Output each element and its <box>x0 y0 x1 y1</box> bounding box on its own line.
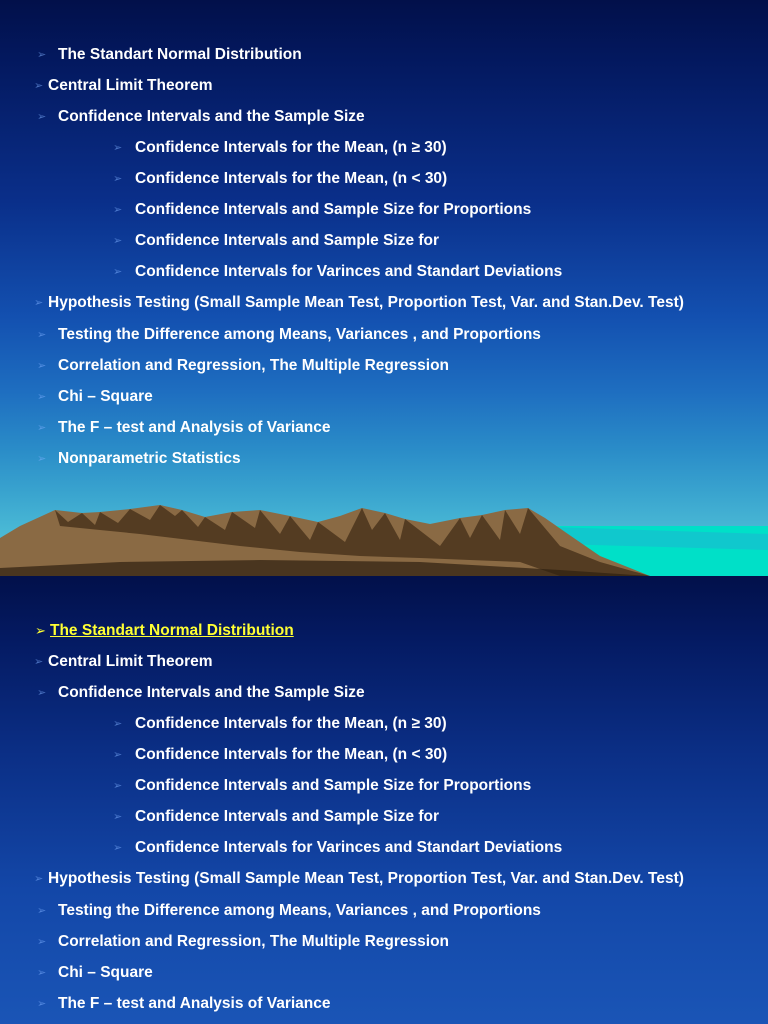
arrow-bullet-icon: ➢ <box>113 749 123 761</box>
arrow-bullet-icon: ➢ <box>35 623 46 638</box>
arrow-bullet-icon: ➢ <box>113 842 123 854</box>
list-item-text: Central Limit Theorem <box>48 77 213 94</box>
list-item-text: The F – test and Analysis of Variance <box>58 419 331 436</box>
arrow-bullet-icon: ➢ <box>113 173 123 185</box>
arrow-bullet-icon: ➢ <box>37 391 47 403</box>
arrow-bullet-icon: ➢ <box>113 235 123 247</box>
list-item-text: Confidence Intervals for the Mean, (n < 30) <box>135 746 448 763</box>
list-item-text: Central Limit Theorem <box>48 653 213 670</box>
list-item-text: Confidence Intervals for Varinces and Standart Deviations <box>135 263 563 280</box>
list-item-text: Confidence Intervals and Sample Size for <box>135 232 440 249</box>
list-item-text: Confidence Intervals and Sample Size for Proportions <box>135 201 532 218</box>
slide-2 <box>0 576 768 1024</box>
arrow-bullet-icon: ➢ <box>34 873 44 885</box>
list-item-text: Testing the Difference among Means, Variances , and Proportions <box>58 902 541 919</box>
arrow-bullet-icon: ➢ <box>34 656 44 668</box>
arrow-bullet-icon: ➢ <box>37 329 47 341</box>
arrow-bullet-icon: ➢ <box>37 936 47 948</box>
list-item-text: Correlation and Regression, The Multiple Regression <box>58 357 450 374</box>
list-item-text: Nonparametric Statistics <box>58 450 241 467</box>
arrow-bullet-icon: ➢ <box>113 204 123 216</box>
list-item-text: Correlation and Regression, The Multiple Regression <box>58 933 450 950</box>
arrow-bullet-icon: ➢ <box>37 49 47 61</box>
arrow-bullet-icon: ➢ <box>37 453 47 465</box>
arrow-bullet-icon: ➢ <box>37 998 47 1010</box>
list-item-text: Confidence Intervals for Varinces and Standart Deviations <box>135 839 563 856</box>
list-item-text: Confidence Intervals for the Mean, (n ≥ 30) <box>135 139 447 156</box>
arrow-bullet-icon: ➢ <box>113 780 123 792</box>
list-item-text: Confidence Intervals and Sample Size for Proportions <box>135 777 532 794</box>
list-item-text: Hypothesis Testing (Small Sample Mean Test, Proportion Test, Var. and Stan.Dev. Test) <box>48 294 684 311</box>
arrow-bullet-icon: ➢ <box>113 142 123 154</box>
arrow-bullet-icon: ➢ <box>37 360 47 372</box>
arrow-bullet-icon: ➢ <box>37 905 47 917</box>
arrow-bullet-icon: ➢ <box>37 967 47 979</box>
arrow-bullet-icon: ➢ <box>113 811 123 823</box>
list-item-text: Confidence Intervals and the Sample Size <box>58 108 365 125</box>
arrow-bullet-icon: ➢ <box>34 80 44 92</box>
arrow-bullet-icon: ➢ <box>34 297 44 309</box>
list-item-text: Chi – Square <box>58 388 153 405</box>
list-item-text: Confidence Intervals for the Mean, (n < 30) <box>135 170 448 187</box>
list-item-text: Confidence Intervals and the Sample Size <box>58 684 365 701</box>
arrow-bullet-icon: ➢ <box>37 687 47 699</box>
list-item-text: Confidence Intervals and Sample Size for <box>135 808 440 825</box>
list-item-text: Testing the Difference among Means, Variances , and Proportions <box>58 326 541 343</box>
arrow-bullet-icon: ➢ <box>113 718 123 730</box>
list-item-text: Confidence Intervals for the Mean, (n ≥ 30) <box>135 715 447 732</box>
list-item-text: The Standart Normal Distribution <box>50 622 294 639</box>
arrow-bullet-icon: ➢ <box>37 422 47 434</box>
list-item-text: Hypothesis Testing (Small Sample Mean Test, Proportion Test, Var. and Stan.Dev. Test) <box>48 870 684 887</box>
list-item-text: The Standart Normal Distribution <box>58 46 302 63</box>
arrow-bullet-icon: ➢ <box>113 266 123 278</box>
list-item-text: The F – test and Analysis of Variance <box>58 995 331 1012</box>
mountain-landscape-image <box>0 500 768 576</box>
list-item-text: Chi – Square <box>58 964 153 981</box>
arrow-bullet-icon: ➢ <box>37 111 47 123</box>
